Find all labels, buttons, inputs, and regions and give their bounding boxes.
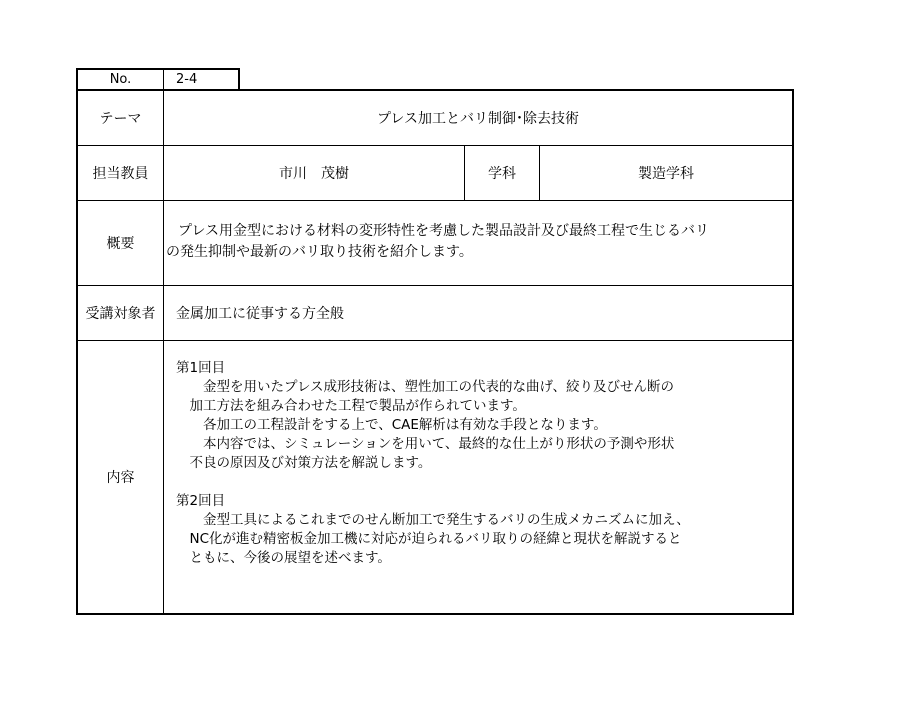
session-2-line: NC化が進む精密板金加工機に対応が迫られるバリ取りの経緯と現状を解説すると: [176, 531, 682, 547]
number-box: [76, 68, 240, 90]
session-1-title: 第1回目: [176, 360, 226, 376]
session-1-line: 各加工の工程設計をする上で、CAE解析は有効な手段となります。: [176, 417, 607, 433]
overview-label: 概要: [106, 236, 135, 252]
row-divider: [78, 340, 792, 341]
instructor-name: 市川 茂樹: [279, 166, 349, 182]
overview-line: の発生抑制や最新のバリ取り技術を紹介します。: [166, 244, 473, 260]
session-1-line: 加工方法を組み合わせた工程で製品が作られています。: [176, 398, 526, 414]
session-1-line: 本内容では、シミュレーションを用いて、最終的な仕上がり形状の予測や形状: [176, 436, 675, 452]
session-2-line: 金型工具によるこれまでのせん断加工で発生するバリの生成メカニズムに加え、: [176, 512, 690, 528]
department-value: 製造学科: [638, 166, 694, 182]
audience-label: 受講対象者: [85, 306, 156, 322]
audience-value: 金属加工に従事する方全般: [176, 306, 344, 322]
theme-value: プレス加工とバリ制御･除去技術: [376, 111, 580, 127]
session-2-line: ともに、今後の展望を述べます。: [176, 550, 391, 566]
content-text: [176, 359, 786, 568]
syllabus-table: [76, 89, 794, 615]
department-label: 学科: [488, 166, 516, 182]
session-1-line: 金型を用いたプレス成形技術は、塑性加工の代表的な曲げ、絞り及びせん断の: [176, 379, 675, 395]
overview-text: [166, 221, 786, 263]
overview-line: プレス用金型における材料の変形特性を考慮した製品設計及び最終工程で生じるバリ: [178, 223, 710, 239]
instructor-label: 担当教員: [92, 166, 149, 182]
row-divider: [78, 200, 792, 201]
no-label: No.: [78, 70, 164, 90]
session-1-line: 不良の原因及び対策方法を解説します。: [176, 455, 432, 471]
content-label: 内容: [106, 470, 135, 486]
session-2-title: 第2回目: [176, 493, 226, 509]
theme-label: テーマ: [99, 111, 142, 127]
no-value: 2-4: [176, 72, 198, 87]
